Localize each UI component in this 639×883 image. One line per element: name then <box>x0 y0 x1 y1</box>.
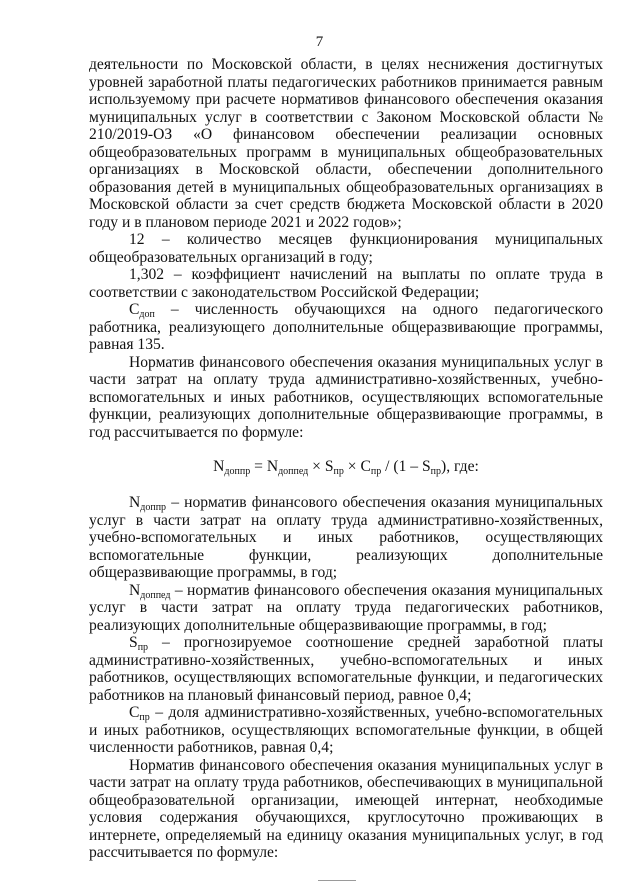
definition-text: – доля административно-хозяйственных, учебно-вспомогательных и иных работников, осуществляющих вспомогательные функции, в общей численности работников, равная 0,4; <box>89 704 603 756</box>
paragraph-norm-intro: Норматив финансового обеспечения оказания муниципальных услуг в части затрат на оплату труда административно-хозяйственных, учебно-вспомогательных и иных работников, осуществляющих вспомогательные функции, реализующих дополнительные общеразвивающие программы, в год рассчитывается по формуле: <box>89 353 603 441</box>
definition-text: – прогнозируемое соотношение средней заработной платы административно-хозяйственных, учебно-вспомогательных и иных работников, осуществляющих вспомогательные функции, и педагогических работников на плановый финансовый период, равное 0,4; <box>89 634 603 704</box>
symbol-subscript: доппед <box>140 589 171 601</box>
definition-n-doppr <box>89 494 603 582</box>
symbol: С <box>129 704 140 721</box>
symbol: N <box>129 581 141 599</box>
paragraph-coefficient: 1,302 – коэффициент начислений на выплаты по оплате труда в соответствии с законодательством Российской Федерации; <box>89 266 603 301</box>
symbol: S <box>129 634 138 651</box>
definition-s-pr <box>89 634 603 704</box>
paragraph-months: 12 – количество месяцев функционирования муниципальных общеобразовательных организаций в году; <box>89 231 603 266</box>
definition-text: – норматив финансового обеспечения оказания муниципальных услуг в части затрат на оплату труда педагогических работников, реализующих дополнительные общеразвивающие программы, в год; <box>89 581 603 634</box>
page-number: 7 <box>315 34 324 50</box>
paragraph-boarding-norm-intro: Норматив финансового обеспечения оказания муниципальных услуг в части затрат на оплату труда работников, обеспечивающих в муниципальной общеобразовательной организации, имеющей интернат, необходимые условия содержания обучающихся, круглосуточно проживающих в интернете, определяемый на единицу оказания муниципальных услуг, в год рассчитывается по формуле: <box>89 756 603 861</box>
definition-c-pr <box>89 704 603 757</box>
document-body <box>89 56 603 862</box>
symbol-subscript: доп <box>139 309 155 320</box>
symbol-subscript: пр <box>137 642 149 653</box>
definition-text: – норматив финансового обеспечения оказания муниципальных услуг в части затрат на оплату труда административно-хозяйственных, учебно-вспомогательных и иных работников, осуществляющих вспомогательные функции, реализующих дополнительные общеразвивающие программы, в год; <box>89 494 603 581</box>
paragraph-students-per-teacher <box>89 301 603 354</box>
formula: $N_{доппр} = N_{доппед} \times S_{пр} \times C_{пр} / (1 - S_{пр})$, где: <box>213 458 479 477</box>
definition-n-dopped <box>89 582 603 635</box>
paragraph-continuation: деятельности по Московской области, в целях неснижения достигнутых уровней заработной платы педагогических работников принимается равным используемому при расчете нормативов финансового обеспечения оказания муниципальных услуг в соответствии с Законом Московской области № 210/2019-ОЗ «О финансовом обеспечении реализации основных общеобразовательных программ в муниципальных общеобразовательных организациях в Московской области, обеспечении дополнительного образования детей в муниципальных общеобразовательных организациях в Московской области за счет средств бюджета Московской области в 2020 году и в плановом периоде 2021 и 2022 годов»; <box>89 56 603 231</box>
definition-text: – численность обучающихся на одного педагогического работника, реализующего дополнительные общеразвивающие программы, равная 135. <box>89 301 603 353</box>
bottom-rule <box>318 880 356 881</box>
symbol: N <box>129 494 141 511</box>
symbol: С <box>129 301 140 318</box>
symbol-subscript: пр <box>139 712 150 723</box>
symbol-subscript: доппр <box>140 502 167 513</box>
